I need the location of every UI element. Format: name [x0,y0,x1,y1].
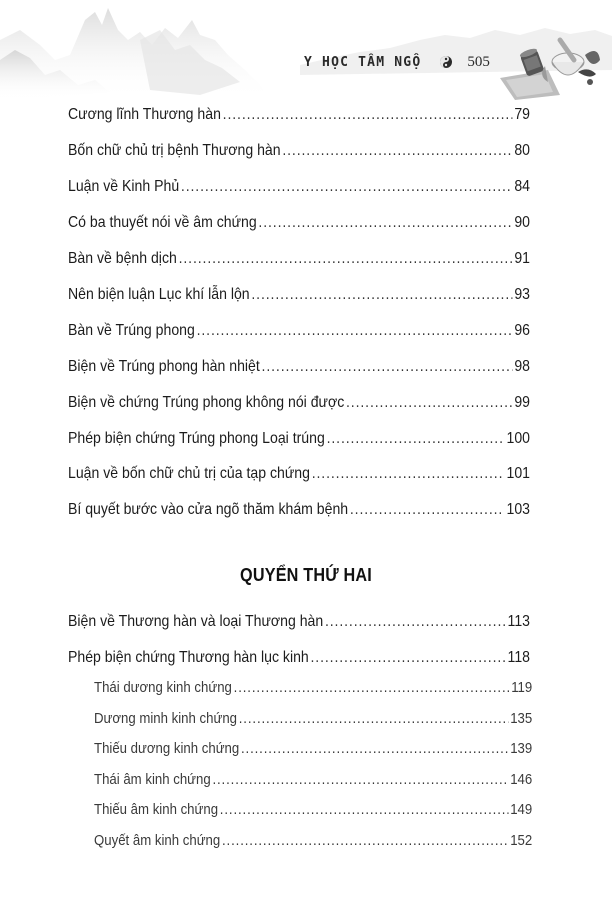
toc-entry-page: 93 [514,286,530,303]
toc-entry-page: 118 [507,649,530,666]
toc-subentry-page: 149 [510,801,533,818]
dot-leader [258,213,512,233]
page-header-illustration [0,0,612,100]
toc-entry-title: Bốn chữ chủ trị bệnh Thương hàn [68,142,281,159]
toc-entry[interactable] [68,393,530,413]
dot-leader [311,648,506,668]
toc-entry-page: 91 [514,250,530,267]
toc-subentry-page: 135 [510,710,533,727]
dot-leader [234,678,510,698]
toc-subentry-title: Thái âm kinh chứng [94,771,211,788]
toc-entry-title: Bí quyết bước vào cửa ngõ thăm khám bệnh [68,501,349,518]
toc-subentry-page: 146 [510,771,533,788]
dot-leader [239,709,509,729]
dot-leader [262,357,513,377]
dot-leader [220,800,509,820]
toc-entry-title: Bàn về Trúng phong [68,322,195,339]
toc-subentry-page: 139 [510,740,533,757]
dot-leader [251,285,512,305]
toc-entry-title: Phép biện chứng Trúng phong Loại trúng [68,430,325,447]
toc-entry-page: 84 [514,178,530,195]
dot-leader [325,612,506,632]
toc-subentry-page: 152 [510,832,533,849]
toc-subentry-title: Thiếu dương kinh chứng [94,740,240,757]
toc-entry[interactable] [68,648,530,668]
toc-entry-title: Có ba thuyết nói về âm chứng [68,214,257,231]
toc-entry[interactable] [68,213,530,233]
toc-entry-page: 113 [507,613,530,630]
toc-entry-title: Phép biện chứng Thương hàn lục kinh [68,649,309,666]
running-head [304,52,490,72]
toc-subentry[interactable] [94,709,532,729]
toc-subentry[interactable] [94,678,532,698]
dot-leader [241,739,508,759]
dot-leader [197,321,513,341]
toc-entry-page: 98 [514,358,530,375]
toc-entry-page: 96 [514,322,530,339]
toc-subentry[interactable] [94,739,532,759]
page-number: 505 [467,53,490,70]
toc-entry-title: Cương lĩnh Thương hàn [68,106,221,123]
dot-leader [223,105,513,125]
toc-entry[interactable] [68,500,530,520]
toc-subentry-page: 119 [511,679,533,696]
toc-subentry-title: Quyết âm kinh chứng [94,832,221,849]
toc-entry-title: Luận về Kinh Phủ [68,178,180,195]
toc-entry[interactable] [68,249,530,269]
toc-subentry-title: Thái dương kinh chứng [94,679,232,696]
toc-entry-page: 90 [514,214,530,231]
toc-entry[interactable] [68,105,530,125]
toc-subentry-title: Thiếu âm kinh chứng [94,801,219,818]
toc-entry-page: 103 [506,501,530,518]
toc-subentry-title: Dương minh kinh chứng [94,710,237,727]
toc-entry[interactable] [68,177,530,197]
toc-entry-title: Biện về Trúng phong hàn nhiệt [68,358,260,375]
dot-leader [312,464,505,484]
toc-entry-page: 79 [514,106,530,123]
toc-entry[interactable] [68,321,530,341]
toc-entry[interactable] [68,429,530,449]
dot-leader [222,831,508,851]
toc-entry-page: 100 [506,430,530,447]
toc-entry-page: 101 [506,465,530,482]
toc-subentry[interactable] [94,831,532,851]
dot-leader [179,249,513,269]
toc-entry-title: Biện về chứng Trúng phong không nói được [68,394,345,411]
toc-entry-title: Nên biện luận Lục khí lẫn lộn [68,286,250,303]
toc-subentry[interactable] [94,800,532,820]
dot-leader [346,393,513,413]
toc-entry[interactable] [68,612,530,632]
toc-entry-page: 80 [514,142,530,159]
toc-entry[interactable] [68,141,530,161]
section-heading: QUYỂN THỨ HAI [240,565,372,585]
dot-leader [327,429,505,449]
dot-leader [282,141,512,161]
dot-leader [350,500,505,520]
yin-yang-ornament-icon [439,55,453,69]
toc-entry[interactable] [68,464,530,484]
dot-leader [181,177,513,197]
toc-subentry[interactable] [94,770,532,790]
toc-entry-title: Biện về Thương hàn và loại Thương hàn [68,613,324,630]
toc-entry-page: 99 [514,394,530,411]
toc-entry-title: Luận về bốn chữ chủ trị của tạp chứng [68,465,310,482]
book-title: Y HỌC TÂM NGỘ [304,54,422,70]
dot-leader [212,770,508,790]
toc-entry[interactable] [68,357,530,377]
toc-entry-title: Bàn về bệnh dịch [68,250,177,267]
mountain-landscape-icon [0,0,612,100]
toc-entry[interactable] [68,285,530,305]
